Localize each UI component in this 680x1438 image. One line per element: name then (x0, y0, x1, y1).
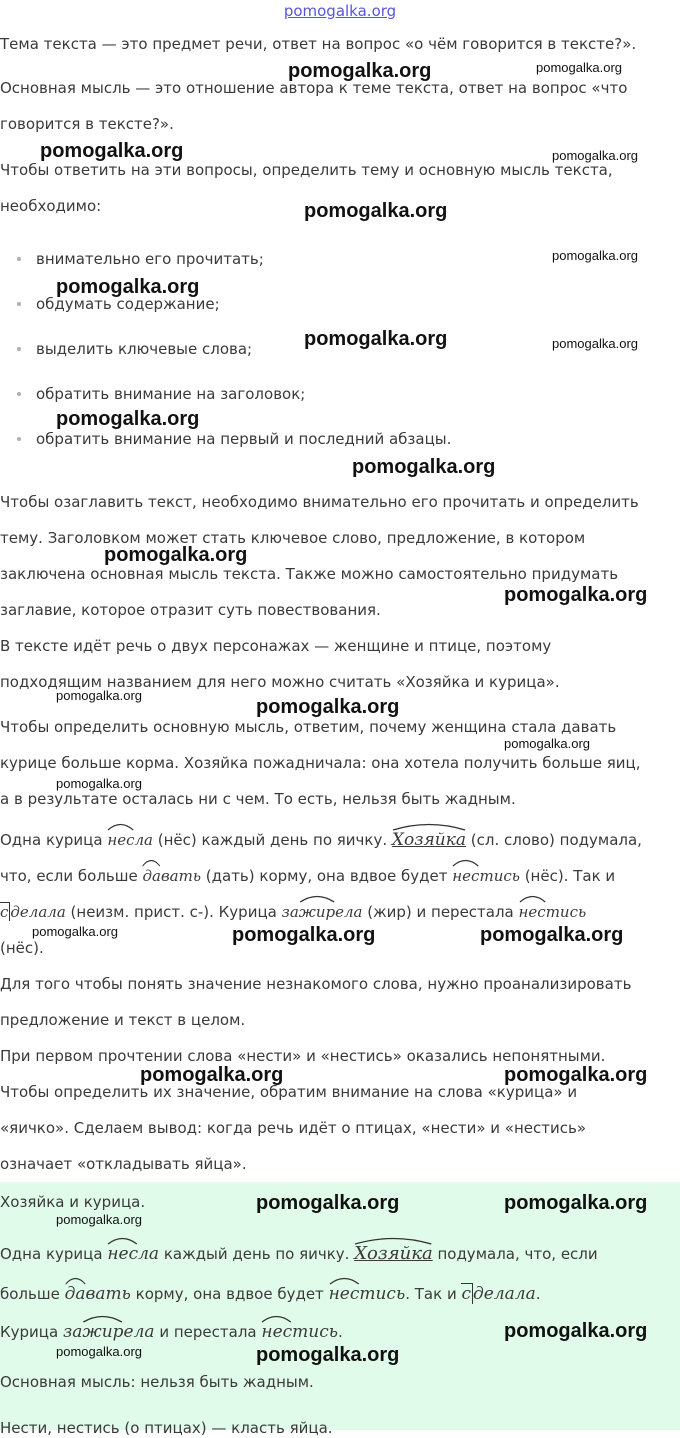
analysis-line2 (0, 866, 615, 886)
answer-text: . (535, 1285, 541, 1303)
watermark: pomogalka.org (56, 408, 200, 430)
paragraph-main-idea-line1: Основная мысль — это отношение автора к теме текста, ответ на вопрос «что (0, 79, 628, 97)
answer-text: . (338, 1323, 343, 1341)
paragraph-characters-line1: В тексте идёт речь о двух персонажах — женщине и птице, поэтому (0, 637, 552, 655)
watermark: pomogalka.org (56, 776, 142, 791)
watermark: pomogalka.org (504, 736, 590, 751)
bullet-dot (17, 392, 21, 396)
watermark: pomogalka.org (288, 60, 432, 82)
watermark: pomogalka.org (552, 336, 638, 351)
analysis-text: (нёс) каждый день по яичку. (153, 831, 392, 849)
morpheme-davat: давать (142, 866, 201, 886)
analysis-text: (нёс). Так и (519, 867, 616, 885)
morpheme-hozyayka: Хозяйка (392, 830, 466, 850)
morpheme-nestis: нестись (452, 866, 520, 886)
watermark: pomogalka.org (256, 1192, 400, 1214)
analysis-line4: (нёс). (0, 939, 44, 957)
answer-last-line: Нести, нестись (о птицах) — класть яйца. (0, 1419, 333, 1437)
morpheme-davat: давать (65, 1284, 131, 1304)
answer-title: Хозяйка и курица. (0, 1193, 146, 1211)
analysis-text: (жир) и перестала (362, 903, 519, 921)
paragraph-meaning-line3: означает «откладывать яйца». (0, 1155, 247, 1173)
answer-text: . Так и (405, 1285, 462, 1303)
analysis-text: что, если больше (0, 867, 143, 885)
list-item-text: обдумать содержание; (36, 295, 220, 313)
paragraph-unknown-word-line2: предложение и текст в целом. (0, 1011, 246, 1029)
watermark: pomogalka.org (552, 248, 638, 263)
morpheme-hozyayka: Хозяйка (354, 1244, 432, 1264)
top-site-link[interactable]: pomogalka.org (283, 2, 397, 20)
watermark: pomogalka.org (56, 688, 142, 703)
watermark: pomogalka.org (56, 1212, 142, 1227)
bullet-dot (17, 302, 21, 306)
analysis-text: (сл. слово) подумала, (466, 831, 642, 849)
watermark: pomogalka.org (536, 60, 622, 75)
watermark: pomogalka.org (104, 544, 248, 566)
watermark: pomogalka.org (352, 456, 496, 478)
morpheme-nesla: несла (107, 1244, 159, 1264)
watermark: pomogalka.org (56, 1344, 142, 1359)
paragraph-title-line4: заглавие, которое отразит суть повествования. (0, 601, 381, 619)
watermark: pomogalka.org (56, 276, 200, 298)
paragraph-main-idea-line2: говорится в тексте?». (0, 115, 174, 133)
morpheme-zazhirela: за жирела (282, 902, 363, 922)
morpheme-sdelala: с делала (0, 903, 66, 921)
watermark: pomogalka.org (480, 924, 624, 946)
list-item-text: обратить внимание на заголовок; (36, 385, 306, 403)
analysis-line3 (0, 902, 586, 922)
watermark: pomogalka.org (304, 200, 448, 222)
answer-text: Одна курица (0, 1245, 108, 1263)
watermark: pomogalka.org (504, 1064, 648, 1086)
watermark: pomogalka.org (140, 1064, 284, 1086)
watermark: pomogalka.org (504, 1192, 648, 1214)
answer-line1 (0, 1244, 598, 1264)
morpheme-sdelala: с делала (461, 1284, 536, 1304)
paragraph-how-to-line1: Чтобы ответить на эти вопросы, определить тему и основную мысль текста, (0, 161, 613, 179)
watermark: pomogalka.org (232, 924, 376, 946)
watermark: pomogalka.org (256, 696, 400, 718)
paragraph-unknown-word-line1: Для того чтобы понять значение незнакомого слова, нужно проанализировать (0, 975, 632, 993)
paragraph-idea-line2: курице больше корма. Хозяйка пожадничала: она хотела получить больше яиц, (0, 754, 641, 772)
paragraph-idea-line1: Чтобы определить основную мысль, ответим, почему женщина стала давать (0, 718, 617, 736)
watermark: pomogalka.org (552, 148, 638, 163)
analysis-text: (дать) корму, она вдвое будет (201, 867, 453, 885)
answer-text: корму, она вдвое будет (130, 1285, 329, 1303)
analysis-text: Одна курица (0, 831, 108, 849)
answer-line2 (0, 1284, 541, 1304)
answer-text: и перестала (154, 1323, 262, 1341)
list-item-text: внимательно его прочитать; (36, 250, 264, 268)
paragraph-topic-definition: Тема текста — это предмет речи, ответ на вопрос «о чём говорится в тексте?». (0, 35, 637, 53)
bullet-dot (17, 257, 21, 261)
morpheme-nestis: нестись (261, 1322, 338, 1342)
paragraph-characters-line2: подходящим названием для него можно считать «Хозяйка и курица». (0, 673, 560, 691)
answer-text: Курица (0, 1323, 63, 1341)
paragraph-title-line2: тему. Заголовком может стать ключевое слово, предложение, в котором (0, 529, 586, 547)
morpheme-nestis: нестись (329, 1284, 406, 1304)
answer-line3 (0, 1322, 343, 1342)
morpheme-nesla: несла (107, 830, 153, 850)
watermark: pomogalka.org (304, 328, 448, 350)
paragraph-meaning-line1: Чтобы определить их значение, обратим внимание на слова «курица» и (0, 1083, 578, 1101)
paragraph-idea-line3: а в результате осталась ни с чем. То есть, нельзя быть жадным. (0, 790, 516, 808)
bullet-dot (17, 437, 21, 441)
answer-main-idea: Основная мысль: нельзя быть жадным. (0, 1373, 314, 1391)
watermark: pomogalka.org (504, 1320, 648, 1342)
list-item-text: обратить внимание на первый и последний абзацы. (36, 430, 452, 448)
paragraph-first-reading: При первом прочтении слова «нести» и «нестись» оказались непонятными. (0, 1047, 606, 1065)
paragraph-title-line3: заключена основная мысль текста. Также можно самостоятельно придумать (0, 565, 619, 583)
morpheme-nestis-2: нестись (519, 902, 587, 922)
paragraph-title-line1: Чтобы озаглавить текст, необходимо внимательно его прочитать и определить (0, 493, 639, 511)
paragraph-how-to-line2: необходимо: (0, 197, 102, 215)
analysis-line1 (0, 830, 642, 850)
watermark: pomogalka.org (256, 1344, 400, 1366)
bullet-dot (17, 347, 21, 351)
watermark: pomogalka.org (32, 924, 118, 939)
paragraph-meaning-line2: «яичко». Сделаем вывод: когда речь идёт о птицах, «нести» и «нестись» (0, 1119, 587, 1137)
watermark: pomogalka.org (40, 140, 184, 162)
watermark: pomogalka.org (504, 584, 648, 606)
list-item-text: выделить ключевые слова; (36, 340, 253, 358)
answer-text: больше (0, 1285, 65, 1303)
analysis-text: (неизм. прист. с-). Курица (65, 903, 282, 921)
morpheme-zazhirela: за жирела (63, 1322, 155, 1342)
answer-text: каждый день по яичку. (159, 1245, 355, 1263)
answer-text: подумала, что, если (432, 1245, 598, 1263)
